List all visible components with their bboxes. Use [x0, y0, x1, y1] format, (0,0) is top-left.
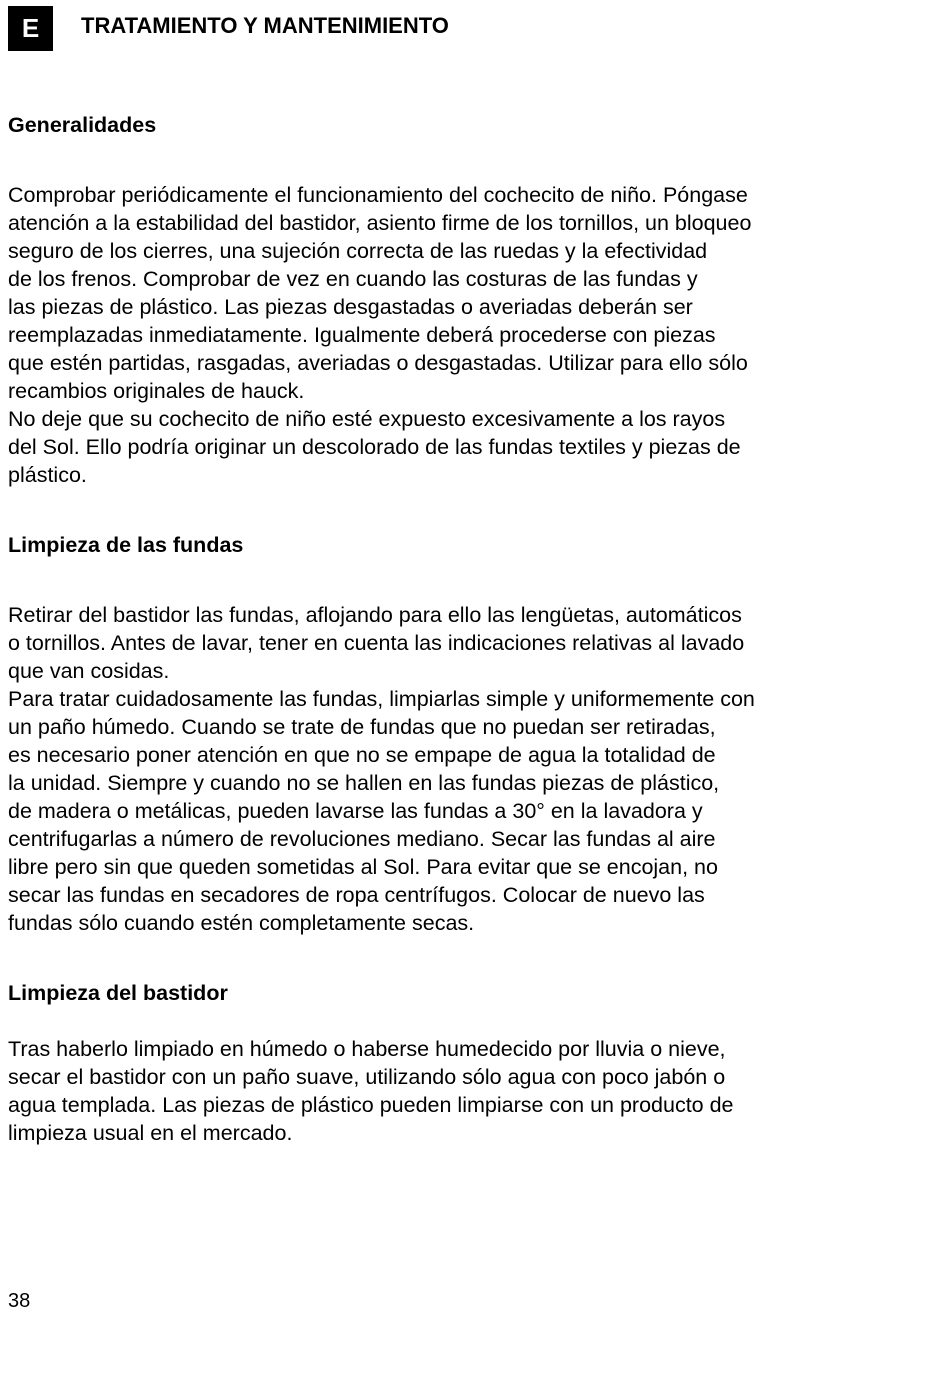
section-body-limpieza-bastidor	[8, 1035, 734, 1147]
section-body-generalidades	[8, 181, 751, 489]
paragraph-line: centrifugarlas a número de revoluciones mediano. Secar las fundas al aire	[8, 827, 716, 851]
paragraph-line: reemplazadas inmediatamente. Igualmente deberá procederse con piezas	[8, 323, 716, 347]
paragraph-line: que van cosidas.	[8, 659, 170, 683]
section-heading-limpieza-bastidor: Limpieza del bastidor	[8, 981, 228, 1005]
paragraph-line: secar las fundas en secadores de ropa centrífugos. Colocar de nuevo las	[8, 883, 705, 907]
paragraph-line: un paño húmedo. Cuando se trate de fundas que no puedan ser retiradas,	[8, 715, 716, 739]
paragraph-line: agua templada. Las piezas de plástico pueden limpiarse con un producto de	[8, 1093, 734, 1117]
paragraph-line: Tras haberlo limpiado en húmedo o haberse humedecido por lluvia o nieve,	[8, 1037, 726, 1061]
paragraph-line: Para tratar cuidadosamente las fundas, limpiarlas simple y uniformemente con	[8, 687, 755, 711]
paragraph-line: que estén partidas, rasgadas, averiadas o desgastadas. Utilizar para ello sólo	[8, 351, 748, 375]
paragraph-line: de los frenos. Comprobar de vez en cuando las costuras de las fundas y	[8, 267, 698, 291]
paragraph-line: secar el bastidor con un paño suave, utilizando sólo agua con poco jabón o	[8, 1065, 726, 1089]
paragraph-line: limpieza usual en el mercado.	[8, 1121, 293, 1145]
section-body-limpieza-fundas	[8, 601, 755, 937]
paragraph-line: fundas sólo cuando estén completamente secas.	[8, 911, 475, 935]
paragraph-line: atención a la estabilidad del bastidor, asiento firme de los tornillos, un bloqueo	[8, 211, 752, 235]
paragraph-line: seguro de los cierres, una sujeción correcta de las ruedas y la efectividad	[8, 239, 708, 263]
paragraph-line: las piezas de plástico. Las piezas desgastadas o averiadas deberán ser	[8, 295, 693, 319]
paragraph-line: es necesario poner atención en que no se empape de agua la totalidad de	[8, 743, 716, 767]
section-heading-generalidades: Generalidades	[8, 113, 157, 137]
page-number: 38	[8, 1290, 31, 1312]
paragraph-line: Retirar del bastidor las fundas, aflojando para ello las lengüetas, automáticos	[8, 603, 742, 627]
page-title: TRATAMIENTO Y MANTENIMIENTO	[81, 13, 449, 38]
paragraph-line: No deje que su cochecito de niño esté expuesto excesivamente a los rayos	[8, 407, 726, 431]
paragraph-line: del Sol. Ello podría originar un descolorado de las fundas textiles y piezas de	[8, 435, 741, 459]
paragraph-line: plástico.	[8, 463, 87, 487]
section-heading-limpieza-fundas: Limpieza de las fundas	[8, 533, 244, 557]
paragraph-line: recambios originales de hauck.	[8, 379, 305, 403]
paragraph-line: libre pero sin que queden sometidas al Sol. Para evitar que se encojan, no	[8, 855, 718, 879]
language-badge: E	[8, 6, 53, 51]
paragraph-line: de madera o metálicas, pueden lavarse las fundas a 30° en la lavadora y	[8, 799, 703, 823]
paragraph-line: o tornillos. Antes de lavar, tener en cuenta las indicaciones relativas al lavado	[8, 631, 745, 655]
paragraph-line: Comprobar periódicamente el funcionamiento del cochecito de niño. Póngase	[8, 183, 748, 207]
paragraph-line: la unidad. Siempre y cuando no se hallen en las fundas piezas de plástico,	[8, 771, 720, 795]
